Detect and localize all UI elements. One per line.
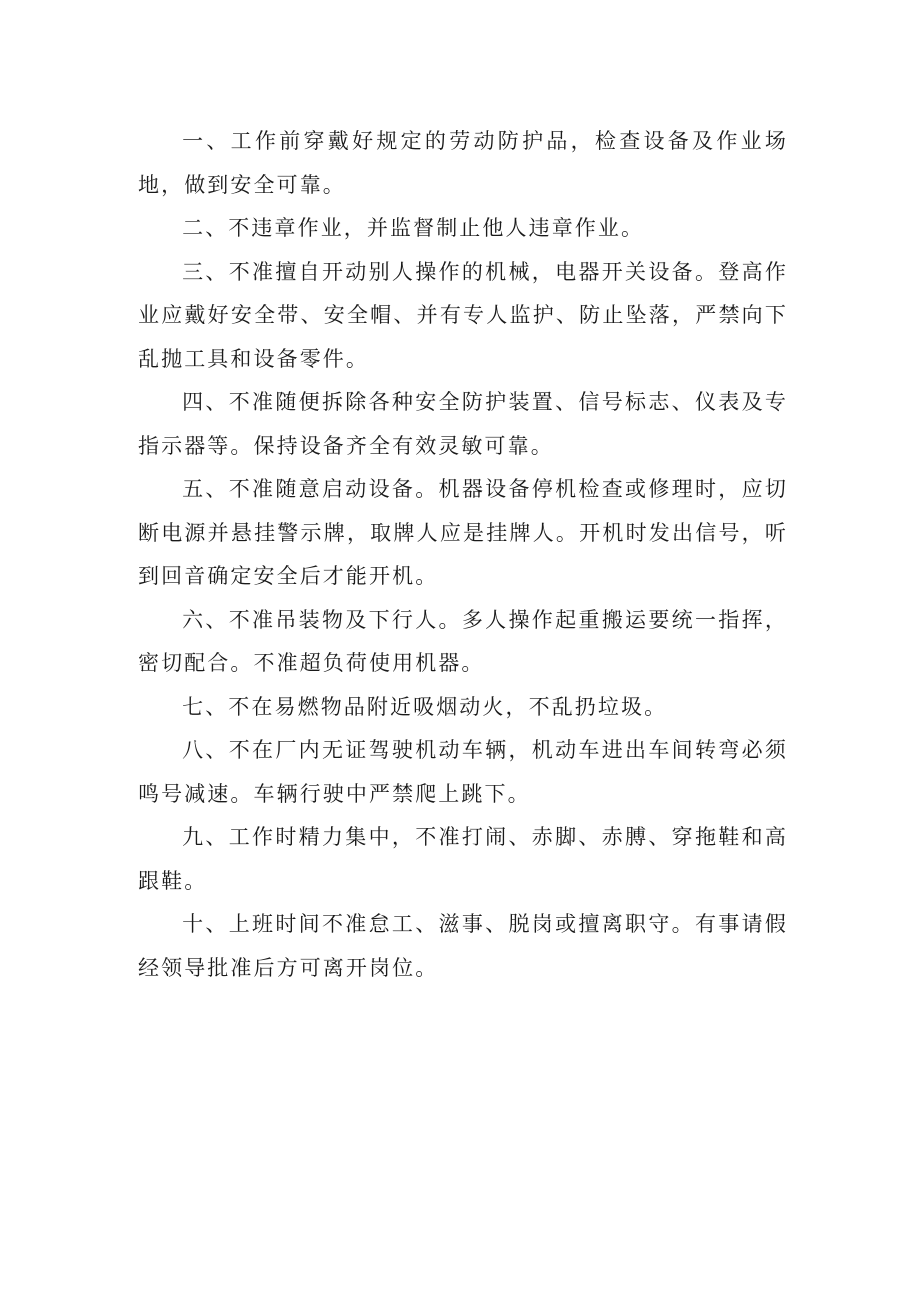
rule-paragraph-3: 三、不准擅自开动别人操作的机械，电器开关设备。登高作业应戴好安全带、安全帽、并有专人监护、防止坠落，严禁向下乱抛工具和设备零件。	[138, 259, 788, 371]
rule-paragraph-5: 五、不准随意启动设备。机器设备停机检查或修理时，应切断电源并悬挂警示牌，取牌人应是挂牌人。开机时发出信号，听到回音确定安全后才能开机。	[138, 477, 788, 588]
rule-paragraph-7: 七、不在易燃物品附近吸烟动火，不乱扔垃圾。	[182, 694, 668, 719]
rule-paragraph-1: 一、工作前穿戴好规定的劳动防护品，检查设备及作业场地，做到安全可靠。	[138, 129, 788, 197]
rule-paragraph-8: 八、不在厂内无证驾驶机动车辆，机动车进出车间转弯必须鸣号减速。车辆行驶中严禁爬上跳下。	[138, 738, 788, 806]
document-body	[138, 120, 788, 990]
rule-paragraph-6: 六、不准吊装物及下行人。多人操作起重搬运要统一指挥，密切配合。不准超负荷使用机器。	[138, 607, 788, 675]
rule-paragraph-2: 二、不违章作业，并监督制止他人违章作业。	[182, 216, 645, 240]
rule-paragraph-9: 九、工作时精力集中，不准打闹、赤脚、赤膊、穿拖鞋和高跟鞋。	[138, 825, 788, 893]
rule-paragraph-4: 四、不准随便拆除各种安全防护装置、信号标志、仪表及专指示器等。保持设备齐全有效灵敏可靠。	[138, 390, 788, 458]
rule-paragraph-10: 十、上班时间不准怠工、滋事、脱岗或擅离职守。有事请假经领导批准后方可离开岗位。	[138, 912, 788, 980]
